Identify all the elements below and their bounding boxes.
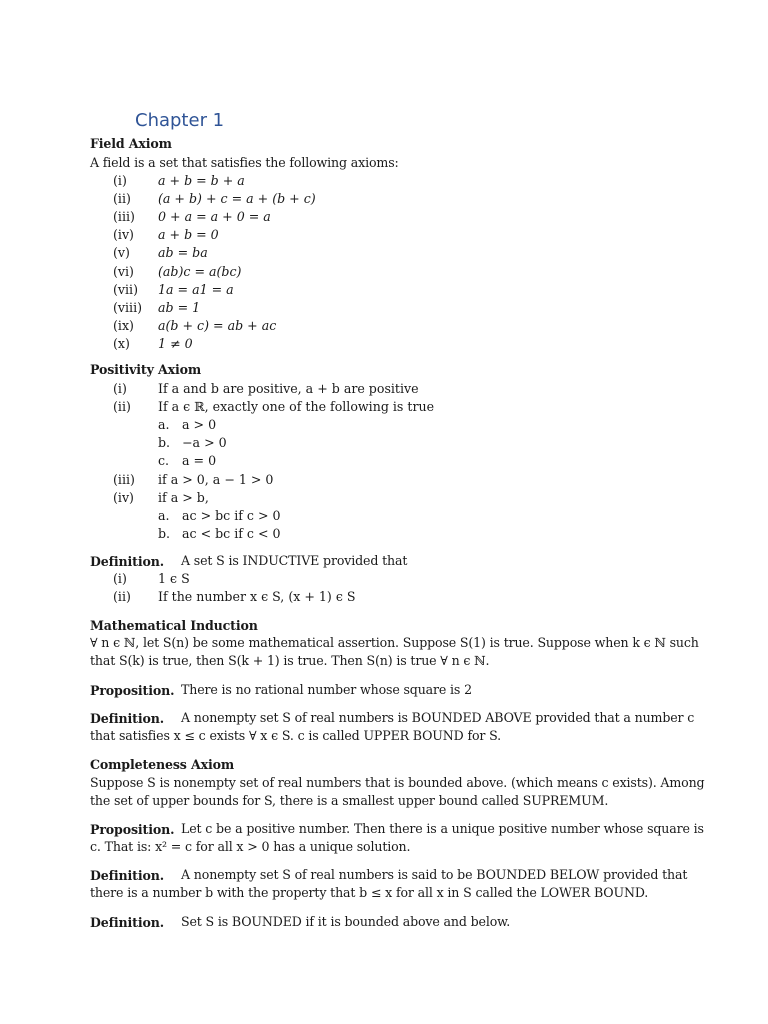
field-axiom-item-number: (vii) — [113, 281, 138, 297]
field-axiom-heading: Field Axiom — [90, 136, 172, 151]
positivity-axiom-item-number: a. — [158, 507, 170, 523]
field-axiom-item-text: ab = ba — [158, 245, 208, 261]
completeness-heading: Completeness Axiom — [90, 757, 235, 772]
field-axiom-item-text: (ab)c = a(bc) — [158, 263, 242, 279]
positivity-axiom-item-text: a > 0 — [182, 417, 217, 433]
definition-label: Definition. — [90, 711, 164, 726]
positivity-axiom-item-text: ac < bc if c < 0 — [182, 525, 281, 541]
induction-heading: Mathematical Induction — [90, 618, 258, 633]
inductive-item-number: (i) — [113, 571, 127, 586]
bounded-below-line-1: A nonempty set S of real numbers is said to be BOUNDED BELOW provided that — [181, 867, 688, 882]
positivity-axiom-heading: Positivity Axiom — [90, 362, 202, 377]
field-axiom-item-number: (viii) — [113, 299, 143, 315]
bounded-below-line-2: there is a number b with the property that b ≤ x for all x in S called the LOWER BOUND. — [90, 885, 649, 900]
field-axiom-item-number: (iii) — [113, 209, 135, 225]
completeness-line-1: Suppose S is nonempty set of real numbers that is bounded above. (which means c exists). Among — [90, 775, 705, 790]
field-axiom-item-number: (ix) — [113, 317, 134, 333]
proposition-sqrt-line-2: c. That is: x² = c for all x > 0 has a unique solution. — [90, 839, 411, 854]
positivity-axiom-item-text: −a > 0 — [182, 435, 227, 451]
positivity-axiom-item-text: if a > 0, a − 1 > 0 — [158, 471, 274, 487]
positivity-axiom-item-number: b. — [158, 525, 171, 541]
field-axiom-item-number: (vi) — [113, 263, 134, 279]
proposition-sqrt-line-1: Let c be a positive number. Then there is a unique positive number whose square is — [181, 821, 704, 836]
definition-text: A set S is INDUCTIVE provided that — [181, 553, 408, 568]
field-axiom-item-text: 0 + a = a + 0 = a — [158, 209, 271, 225]
chapter-title: Chapter 1 — [135, 110, 225, 131]
field-axiom-item-number: (ii) — [113, 191, 131, 207]
inductive-item-number: (ii) — [113, 589, 131, 605]
positivity-axiom-item-text: ac > bc if c > 0 — [182, 507, 281, 523]
induction-line-2: that S(k) is true, then S(k + 1) is true. Then S(n) is true ∀ n ϵ ℕ. — [90, 653, 490, 668]
positivity-axiom-item-text: If a ϵ ℝ, exactly one of the following is true — [158, 399, 435, 415]
field-axiom-item-number: (i) — [113, 173, 127, 188]
field-axiom-item-text: a + b = b + a — [158, 173, 245, 188]
positivity-axiom-item-text: a = 0 — [182, 453, 217, 469]
proposition-label: Proposition. — [90, 683, 175, 698]
positivity-axiom-item-number: (iii) — [113, 471, 135, 487]
field-axiom-item-number: (x) — [113, 335, 130, 351]
positivity-axiom-item-number: a. — [158, 417, 170, 433]
bounded-text: Set S is BOUNDED if it is bounded above and below. — [181, 914, 511, 929]
inductive-item-text: If the number x ϵ S, (x + 1) ϵ S — [158, 589, 356, 605]
positivity-axiom-item-number: c. — [158, 453, 170, 469]
positivity-axiom-item-number: (i) — [113, 381, 127, 396]
field-axiom-item-text: ab = 1 — [158, 299, 201, 315]
proposition-label: Proposition. — [90, 822, 175, 837]
field-axiom-item-text: a + b = 0 — [158, 227, 219, 243]
proposition-text: There is no rational number whose square is 2 — [181, 682, 472, 697]
positivity-axiom-item-text: If a and b are positive, a + b are positive — [158, 381, 419, 396]
field-axiom-item-text: 1a = a1 = a — [158, 281, 234, 297]
positivity-axiom-item-number: (ii) — [113, 399, 131, 415]
field-axiom-item-number: (iv) — [113, 227, 134, 243]
field-axiom-item-number: (v) — [113, 245, 130, 261]
positivity-axiom-item-number: (iv) — [113, 489, 134, 505]
bounded-above-line-2: that satisfies x ≤ c exists ∀ x ϵ S. c is called UPPER BOUND for S. — [90, 728, 501, 743]
field-axiom-intro: A field is a set that satisfies the following axioms: — [90, 155, 399, 170]
completeness-line-2: the set of upper bounds for S, there is a smallest upper bound called SUPREMUM. — [90, 793, 609, 808]
positivity-axiom-item-text: if a > b, — [158, 489, 209, 505]
induction-line-1: ∀ n ϵ ℕ, let S(n) be some mathematical assertion. Suppose S(1) is true. Suppose when k ϵ ℕ such — [90, 635, 699, 650]
field-axiom-item-text: 1 ≠ 0 — [158, 335, 193, 351]
inductive-item-text: 1 ϵ S — [158, 571, 190, 586]
definition-label: Definition. — [90, 868, 164, 883]
field-axiom-item-text: a(b + c) = ab + ac — [158, 317, 277, 333]
definition-label: Definition. — [90, 554, 164, 569]
bounded-above-line-1: A nonempty set S of real numbers is BOUNDED ABOVE provided that a number c — [181, 710, 695, 725]
positivity-axiom-item-number: b. — [158, 435, 171, 451]
field-axiom-item-text: (a + b) + c = a + (b + c) — [158, 191, 316, 207]
definition-label: Definition. — [90, 915, 164, 930]
